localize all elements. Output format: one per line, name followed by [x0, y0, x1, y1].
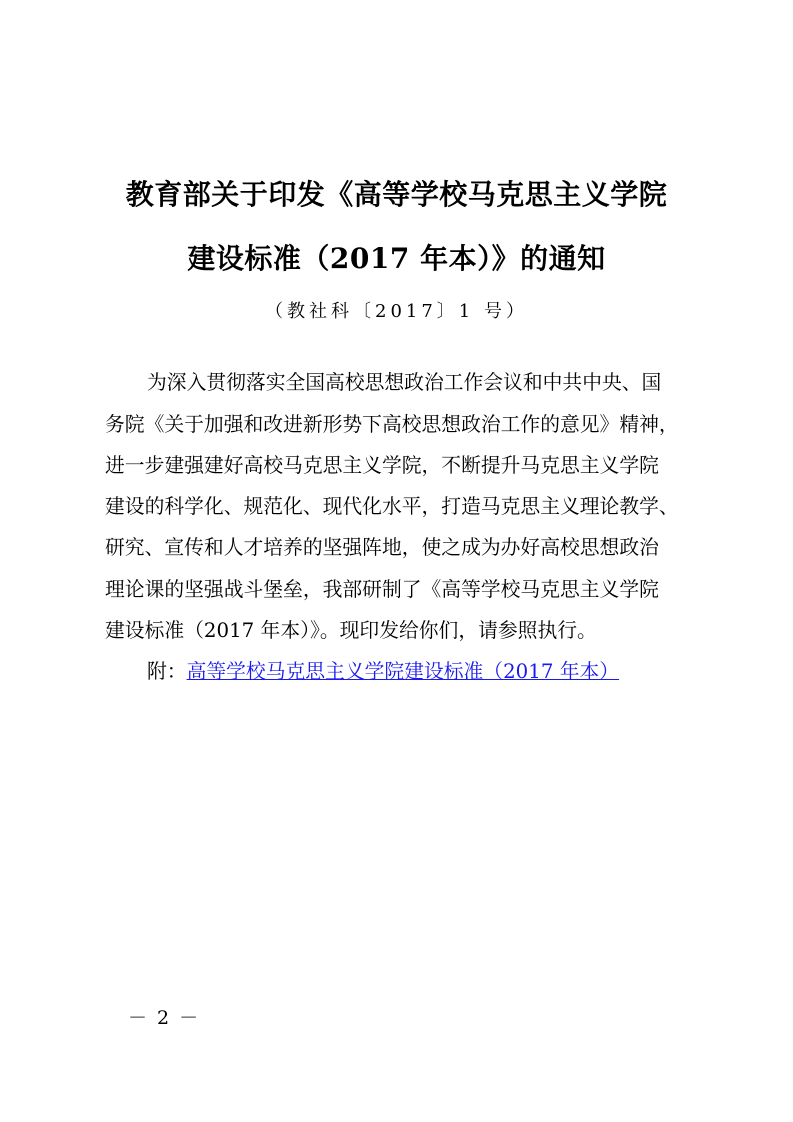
document-number: （教社科〔2017〕1 号） [265, 301, 528, 322]
body-paragraph-line: 建设的科学化、规范化、现代化水平，打造马克思主义理论教学、 [105, 495, 679, 518]
body-paragraph-line: 进一步建强建好高校马克思主义学院，不断提升马克思主义学院 [105, 454, 659, 477]
document-title-line-1: 教育部关于印发《高等学校马克思主义学院 [125, 178, 668, 211]
body-paragraph-line: 研究、宣传和人才培养的坚强阵地，使之成为办好高校思想政治 [105, 536, 659, 559]
body-paragraph-line: 为深入贯彻落实全国高校思想政治工作会议和中共中央、国 [147, 371, 662, 394]
body-paragraph-line: 务院《关于加强和改进新形势下高校思想政治工作的意见》精神， [105, 413, 679, 436]
attachment-line [147, 657, 619, 687]
attachment-label: 附： [147, 660, 187, 683]
body-paragraph-line: 建设标准（2017 年本）》。现印发给你们，请参照执行。 [105, 619, 597, 642]
page-number: － 2 － [128, 1007, 201, 1029]
body-paragraph-line: 理论课的坚强战斗堡垒，我部研制了《高等学校马克思主义学院 [105, 578, 659, 601]
attachment-link[interactable]: 高等学校马克思主义学院建设标准（2017 年本） [186, 660, 620, 683]
document-title-line-2: 建设标准（2017 年本）》的通知 [187, 242, 606, 275]
